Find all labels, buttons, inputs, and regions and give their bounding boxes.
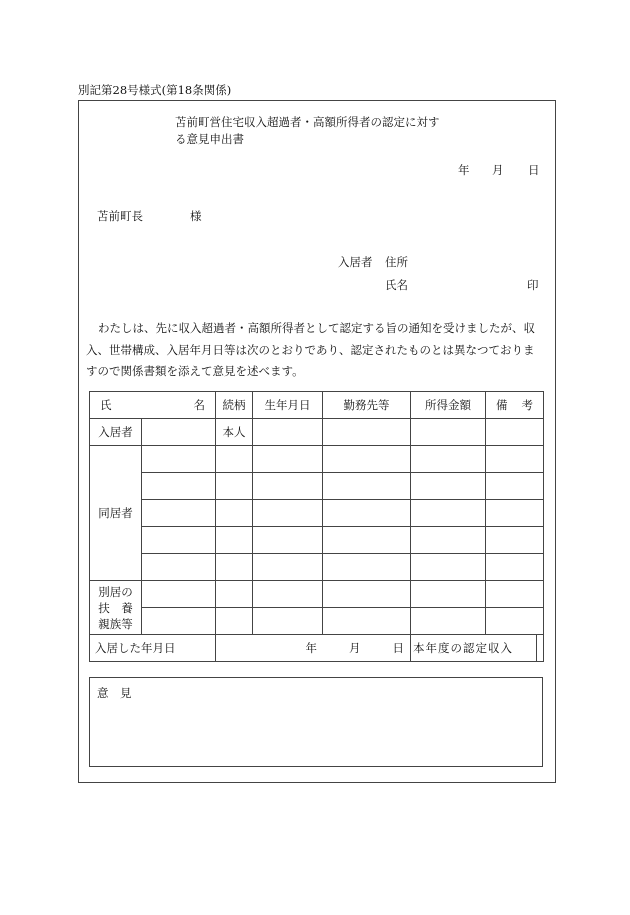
table-cell[interactable]: [253, 581, 323, 608]
table-cell[interactable]: [216, 554, 253, 581]
table-cell[interactable]: [142, 446, 216, 473]
table-cell[interactable]: [216, 608, 253, 635]
table-cell[interactable]: [142, 581, 216, 608]
table-cell[interactable]: [323, 581, 411, 608]
table-cell[interactable]: [411, 554, 486, 581]
opinion-box[interactable]: [89, 677, 543, 767]
table-cell[interactable]: [253, 419, 323, 446]
table-cell[interactable]: [253, 500, 323, 527]
table-row-separate: [90, 608, 544, 635]
table-cell[interactable]: [411, 419, 486, 446]
date-month: 月: [492, 163, 504, 177]
table-row-cohabitant: [90, 446, 544, 473]
table-row-separate: [90, 581, 544, 608]
move-in-label: 入居した年月日: [90, 635, 216, 662]
table-cell[interactable]: [486, 527, 544, 554]
table-cell[interactable]: [142, 608, 216, 635]
applicant-name-label: 氏名: [385, 278, 408, 292]
addressee-honorific: 様: [190, 209, 202, 223]
applicant-label: 入居者: [338, 255, 373, 269]
table-cell[interactable]: [411, 527, 486, 554]
table-cell[interactable]: [142, 527, 216, 554]
table-cell[interactable]: [411, 446, 486, 473]
cohabitant-label: 同居者: [90, 446, 142, 581]
addressee-name: 苫前町長: [97, 209, 143, 223]
form-title-line2: る意見申出書: [175, 132, 244, 146]
table-row-cohabitant: [90, 500, 544, 527]
table-cell[interactable]: [323, 554, 411, 581]
table-cell[interactable]: [216, 500, 253, 527]
resident-label: 入居者: [90, 419, 142, 446]
table-cell[interactable]: [411, 500, 486, 527]
move-in-year: 年: [305, 641, 317, 655]
table-cell[interactable]: [486, 473, 544, 500]
table-cell[interactable]: [253, 446, 323, 473]
separate-relatives-label: 別居の 扶 養 親族等: [90, 581, 142, 635]
move-in-day: 日: [392, 641, 404, 655]
table-cell[interactable]: [323, 446, 411, 473]
table-row-cohabitant: [90, 473, 544, 500]
body-line: わたしは、先に収入超過者・高額所得者として認定する旨の通知を受けましたが、収: [98, 321, 535, 335]
body-text: [86, 318, 550, 383]
table-cell[interactable]: [216, 527, 253, 554]
table-cell[interactable]: [411, 473, 486, 500]
table-cell[interactable]: [486, 608, 544, 635]
table-cell[interactable]: [142, 554, 216, 581]
header-name: 氏 名: [90, 392, 216, 419]
resident-relation: 本人: [216, 419, 253, 446]
opinion-label: 意 見: [97, 686, 132, 700]
table-cell[interactable]: [323, 500, 411, 527]
table-cell[interactable]: [253, 608, 323, 635]
table-cell[interactable]: [216, 473, 253, 500]
table-row-resident: [90, 419, 544, 446]
table-row-cohabitant: [90, 554, 544, 581]
move-in-month: 月: [349, 641, 361, 655]
table-cell[interactable]: [486, 419, 544, 446]
header-income: 所得金額: [411, 392, 486, 419]
table-cell[interactable]: [323, 473, 411, 500]
table-cell[interactable]: [486, 554, 544, 581]
date-day: 日: [528, 163, 540, 177]
certified-income-cell[interactable]: [411, 635, 544, 662]
header-employer: 勤務先等: [323, 392, 411, 419]
table-cell[interactable]: [253, 527, 323, 554]
applicant-address-label: 住所: [385, 255, 408, 269]
table-cell[interactable]: [216, 446, 253, 473]
table-cell[interactable]: [411, 581, 486, 608]
certified-income-label: 本年度の認定収入: [411, 635, 537, 661]
table-row-cohabitant: [90, 527, 544, 554]
certified-income-value[interactable]: [537, 635, 543, 661]
date-year: 年: [458, 163, 470, 177]
header-remarks: 備 考: [486, 392, 544, 419]
table-cell[interactable]: [253, 473, 323, 500]
header-birth: 生年月日: [253, 392, 323, 419]
table-cell[interactable]: [411, 608, 486, 635]
table-header-row: [90, 392, 544, 419]
form-reference: 別記第28号様式(第18条関係): [78, 83, 232, 97]
body-line: すので関係書類を添えて意見を述べます。: [86, 364, 304, 378]
table-cell[interactable]: [253, 554, 323, 581]
move-in-date[interactable]: [216, 635, 411, 662]
table-cell[interactable]: [486, 581, 544, 608]
income-table: [89, 391, 544, 662]
table-cell[interactable]: [323, 608, 411, 635]
table-cell[interactable]: [486, 446, 544, 473]
body-line: 入、世帯構成、入居年月日等は次のとおりであり、認定されたものとは異なつておりま: [86, 342, 535, 357]
table-row-movein: [90, 635, 544, 662]
table-cell[interactable]: [142, 500, 216, 527]
table-cell[interactable]: [323, 527, 411, 554]
table-cell[interactable]: [486, 500, 544, 527]
header-relation: 続柄: [216, 392, 253, 419]
table-cell[interactable]: [142, 473, 216, 500]
form-title-line1: 苫前町営住宅収入超過者・高額所得者の認定に対す: [175, 115, 440, 129]
table-cell[interactable]: [323, 419, 411, 446]
seal-mark: 印: [527, 278, 539, 292]
table-cell[interactable]: [216, 581, 253, 608]
table-cell[interactable]: [142, 419, 216, 446]
